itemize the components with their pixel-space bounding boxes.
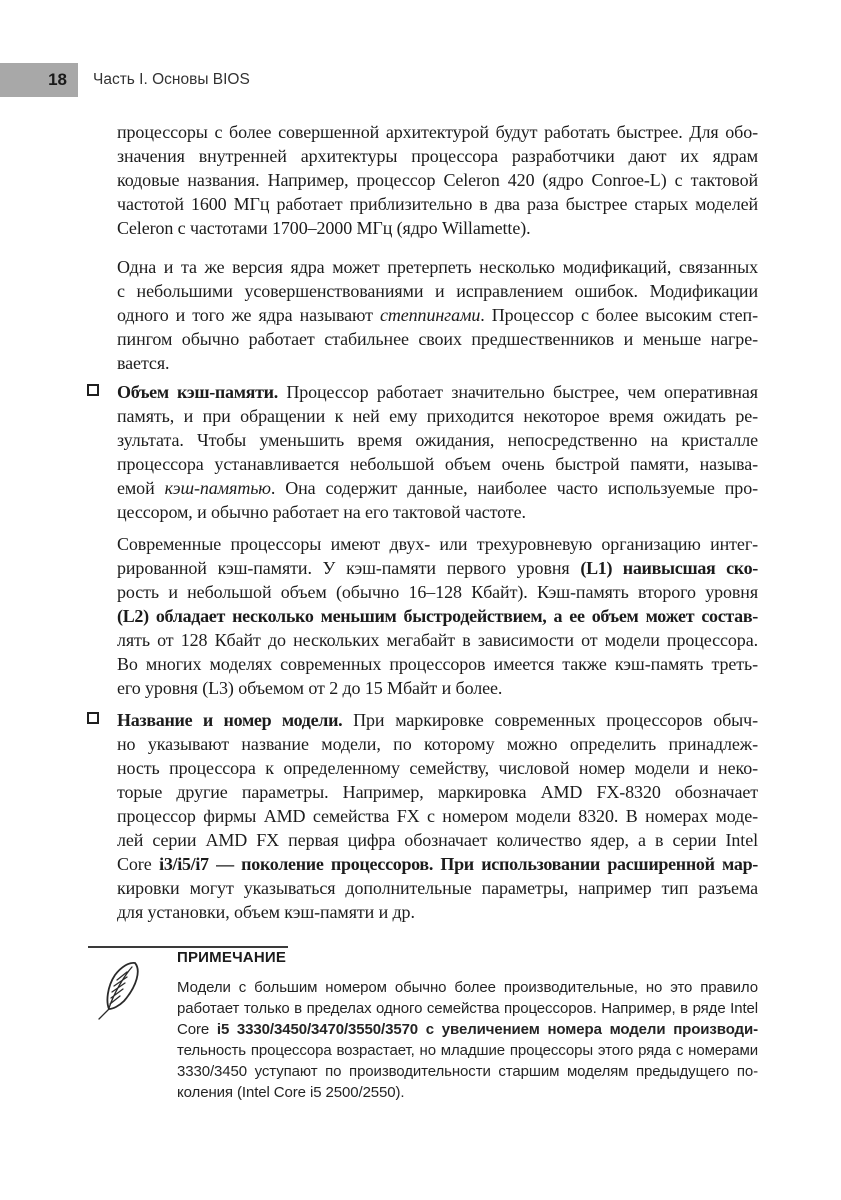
text-line: Core i5 3330/3450/3470/3550/3570 с увеличением номера модели производи-	[177, 1021, 758, 1038]
text-line: Модели с большим номером обычно более производительные, но это правило	[177, 979, 758, 996]
text-line: кодовые названия. Например, процессор Celeron 420 (ядро Conroe-L) с тактовой	[117, 170, 758, 190]
text-line: емой кэш-памятью. Она содержит данные, наиболее часто используемые про-	[117, 478, 758, 498]
note-body	[177, 977, 758, 1103]
text-line: вается.	[117, 353, 170, 373]
text-line: с небольшими усовершенствованиями и исправлением ошибок. Модификации	[117, 281, 758, 301]
text-line: лей серии AMD FX первая цифра обозначает количество ядер, а в серии Intel	[117, 830, 758, 850]
bullet-model-paragraph	[117, 708, 758, 924]
page-number-bar	[0, 63, 78, 97]
text-line: работает только в пределах одного семейства процессоров. Например, в ряде Intel	[177, 1000, 758, 1017]
hollow-square-bullet-icon	[87, 384, 99, 396]
text-line: ность процессора к определенному семейству, числовой номер модели и неко-	[117, 758, 758, 778]
text-line: лять от 128 Кбайт до нескольких мегабайт в зависимости от модели процессора.	[117, 630, 758, 650]
hollow-square-bullet-icon	[87, 712, 99, 724]
text-line: 3330/3450 уступают по производительности старшим моделям предыдущего по-	[177, 1063, 758, 1080]
text-line: Одна и та же версия ядра может претерпеть несколько модификаций, связанных	[117, 257, 758, 277]
text-line: пингом обычно работает стабильнее своих предшественников и меньше нагре-	[117, 329, 758, 349]
text-line: торые другие параметры. Например, маркировка AMD FX-8320 обозначает	[117, 782, 758, 802]
text-line: (L2) обладает несколько меньшим быстродействием, а ее объем может состав-	[117, 606, 758, 626]
text-line: Core i3/i5/i7 — поколение процессоров. При использовании расширенной мар-	[117, 854, 758, 874]
text-line: коления (Intel Core i5 2500/2550).	[177, 1084, 405, 1101]
note-heading: ПРИМЕЧАНИЕ	[177, 949, 287, 966]
text-line: цессором, и обычно работает на его тактовой частоте.	[117, 502, 526, 522]
text-line: процессора устанавливается небольшой объем очень быстрой памяти, называ-	[117, 454, 758, 474]
text-line: рированной кэш-памяти. У кэш-памяти первого уровня (L1) наивысшая ско-	[117, 558, 758, 578]
text-line: частотой 1600 МГц работает приблизительно в два раза быстрее старых моделей	[117, 194, 758, 214]
text-line: Во многих моделях современных процессоров имеется также кэш-память треть-	[117, 654, 758, 674]
text-line: процессор фирмы AMD семейства FX с номером модели 8320. В номерах моде-	[117, 806, 758, 826]
text-line: для установки, объем кэш-памяти и др.	[117, 902, 415, 922]
text-line: Celeron с частотами 1700–2000 МГц (ядро Willamette).	[117, 218, 531, 238]
text-line: но указывают название модели, по которому можно определить принадлеж-	[117, 734, 758, 754]
text-line: зультата. Чтобы уменьшить время ожидания, непосредственно на кристалле	[117, 430, 758, 450]
text-line: значения внутренней архитектуры процессора разработчики дают их ядрам	[117, 146, 758, 166]
text-line: его уровня (L3) объемом от 2 до 15 Мбайт и более.	[117, 678, 503, 698]
text-line: память, и при обращении к ней ему приходится некоторое время ожидать ре-	[117, 406, 758, 426]
bullet-cache-paragraph-2	[117, 532, 758, 700]
running-header-title: Часть I. Основы BIOS	[93, 71, 250, 88]
text-line: рость и небольшой объем (обычно 16–128 Кбайт). Кэш-память второго уровня	[117, 582, 758, 602]
text-line: кировки могут указываться дополнительные параметры, например тип разъема	[117, 878, 758, 898]
paragraph-architecture	[117, 120, 758, 240]
text-line: Объем кэш-памяти. Процессор работает значительно быстрее, чем оперативная	[117, 382, 758, 402]
paragraph-stepping	[117, 255, 758, 375]
text-line: Современные процессоры имеют двух- или трехуровневую организацию интег-	[117, 534, 758, 554]
quill-feather-icon	[94, 960, 144, 1020]
text-line: тельность процессора возрастает, но младшие процессоры этого ряда с номерами	[177, 1042, 758, 1059]
text-line: процессоры с более совершенной архитектурой будут работать быстрее. Для обо-	[117, 122, 758, 142]
page-number: 18	[48, 70, 67, 89]
text-line: Название и номер модели. При маркировке современных процессоров обыч-	[117, 710, 758, 730]
text-line: одного и того же ядра называют степпингами. Процессор с более высоким степ-	[117, 305, 758, 325]
bullet-cache-paragraph-1	[117, 380, 758, 524]
